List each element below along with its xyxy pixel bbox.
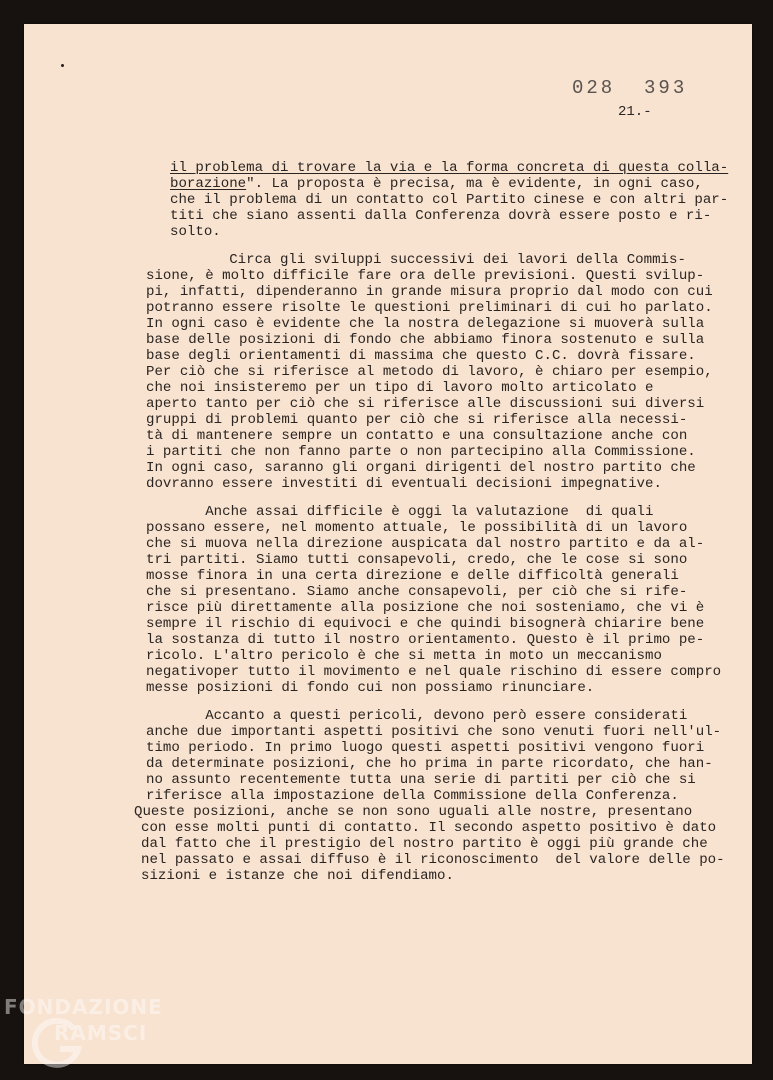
text-line: In ogni caso, saranno gli organi dirigenti del nostro partito che bbox=[146, 460, 696, 476]
watermark-line1: FONDAZIONE bbox=[4, 995, 163, 1019]
text-line: Per ciò che si riferisce al metodo di lavoro, è chiaro per esempio, bbox=[146, 364, 713, 380]
text-line: In ogni caso è evidente che la nostra delegazione si muoverà sulla bbox=[146, 316, 705, 332]
text-line: Queste posizioni, anche se non sono uguali alle nostre, presentano bbox=[134, 804, 693, 820]
text-line: messe posizioni di fondo cui non possiamo rinunciare. bbox=[146, 680, 595, 696]
text-line: riferisce alla impostazione della Commissione della Conferenza. bbox=[146, 788, 679, 804]
text-line: i partiti che non fanno parte o non partecipino alla Commissione. bbox=[146, 444, 696, 460]
text-line: solto. bbox=[170, 224, 221, 240]
text-line: mosse finora in una certa direzione e delle difficoltà generali bbox=[146, 568, 679, 584]
fondazione-gramsci-watermark bbox=[4, 995, 204, 1075]
text-line: dovranno essere investiti di eventuali decisioni impegnative. bbox=[146, 476, 662, 492]
body-text bbox=[24, 24, 752, 1064]
text-line: no assunto recentemente tutta una serie di partiti per ciò che si bbox=[146, 772, 696, 788]
text-line: ricolo. L'altro pericolo è che si metta in moto un meccanismo bbox=[146, 648, 662, 664]
archive-number: 028 393 bbox=[572, 77, 688, 99]
text-line: che si presentano. Siamo anche consapevoli, per ciò che si rife- bbox=[146, 584, 688, 600]
text-line: negativoper tutto il movimento e nel quale rischino di essere compro bbox=[146, 664, 722, 680]
text-line: da determinate posizioni, che ho prima in parte ricordato, che han- bbox=[146, 756, 713, 772]
underlined-fragment: borazione bbox=[170, 176, 247, 192]
text-line: timo periodo. In primo luogo questi aspetti positivi vengono fuori bbox=[146, 740, 705, 756]
watermark-line2: RAMSCI bbox=[54, 1021, 148, 1045]
text-line: gruppi di problemi quanto per ciò che si riferisce alla necessi- bbox=[146, 412, 688, 428]
text-line bbox=[170, 176, 703, 192]
text-line: il problema di trovare la via e la forma concreta di questa colla- bbox=[170, 160, 729, 176]
text-line: tri partiti. Siamo tutti consapevoli, credo, che le cose si sono bbox=[146, 552, 688, 568]
text-line: sione, è molto difficile fare ora delle previsioni. Questi svilup- bbox=[146, 268, 705, 284]
text-line: che noi insisteremo per un tipo di lavoro molto articolato e bbox=[146, 380, 654, 396]
line-rest: ". La proposta è precisa, ma è evidente, in ogni caso, bbox=[246, 176, 703, 192]
text-line: dal fatto che il prestigio del nostro partito è oggi più grande che bbox=[141, 836, 708, 852]
text-line: Circa gli sviluppi successivi dei lavori della Commis- bbox=[170, 252, 686, 268]
text-line: sempre il rischio di equivoci e che quindi bisognerà chiarire bene bbox=[146, 616, 705, 632]
text-line: con esse molti punti di contatto. Il secondo aspetto positivo è dato bbox=[141, 820, 717, 836]
text-line: Accanto a questi pericoli, devono però essere considerati bbox=[146, 708, 688, 724]
text-line: anche due importanti aspetti positivi che sono venuti fuori nell'ul- bbox=[146, 724, 722, 740]
text-line: sizioni e istanze che noi difendiamo. bbox=[141, 868, 454, 884]
text-line: Anche assai difficile è oggi la valutazione di quali bbox=[146, 504, 654, 520]
text-line: pi, infatti, dipenderanno in grande misura proprio dal modo con cui bbox=[146, 284, 713, 300]
text-line: potranno essere risolte le questioni preliminari di cui ho parlato. bbox=[146, 300, 713, 316]
text-line: titi che siano assenti dalla Conferenza dovrà essere posto e ri- bbox=[170, 208, 712, 224]
document-page bbox=[24, 24, 752, 1064]
text-line: aperto tanto per ciò che si riferisce alle discussioni sui diversi bbox=[146, 396, 705, 412]
text-line: che si muova nella direzione auspicata dal nostro partito e da al- bbox=[146, 536, 705, 552]
text-line: base degli orientamenti di massima che questo C.C. dovrà fissare. bbox=[146, 348, 696, 364]
text-line: tà di mantenere sempre un contatto e una consultazione anche con bbox=[146, 428, 688, 444]
text-line: che il problema di un contatto col Partito cinese e con altri par- bbox=[170, 192, 729, 208]
page-number: 21.- bbox=[618, 104, 652, 120]
text-line: risce più direttamente alla posizione che noi sosteniamo, che vi è bbox=[146, 600, 705, 616]
text-line: possano essere, nel momento attuale, le possibilità di un lavoro bbox=[146, 520, 688, 536]
text-line: la sostanza di tutto il nostro orientamento. Questo è il primo pe- bbox=[146, 632, 705, 648]
text-line: base delle posizioni di fondo che abbiamo finora sostenuto e sulla bbox=[146, 332, 705, 348]
text-line: nel passato e assai diffuso è il riconoscimento del valore delle po- bbox=[141, 852, 725, 868]
